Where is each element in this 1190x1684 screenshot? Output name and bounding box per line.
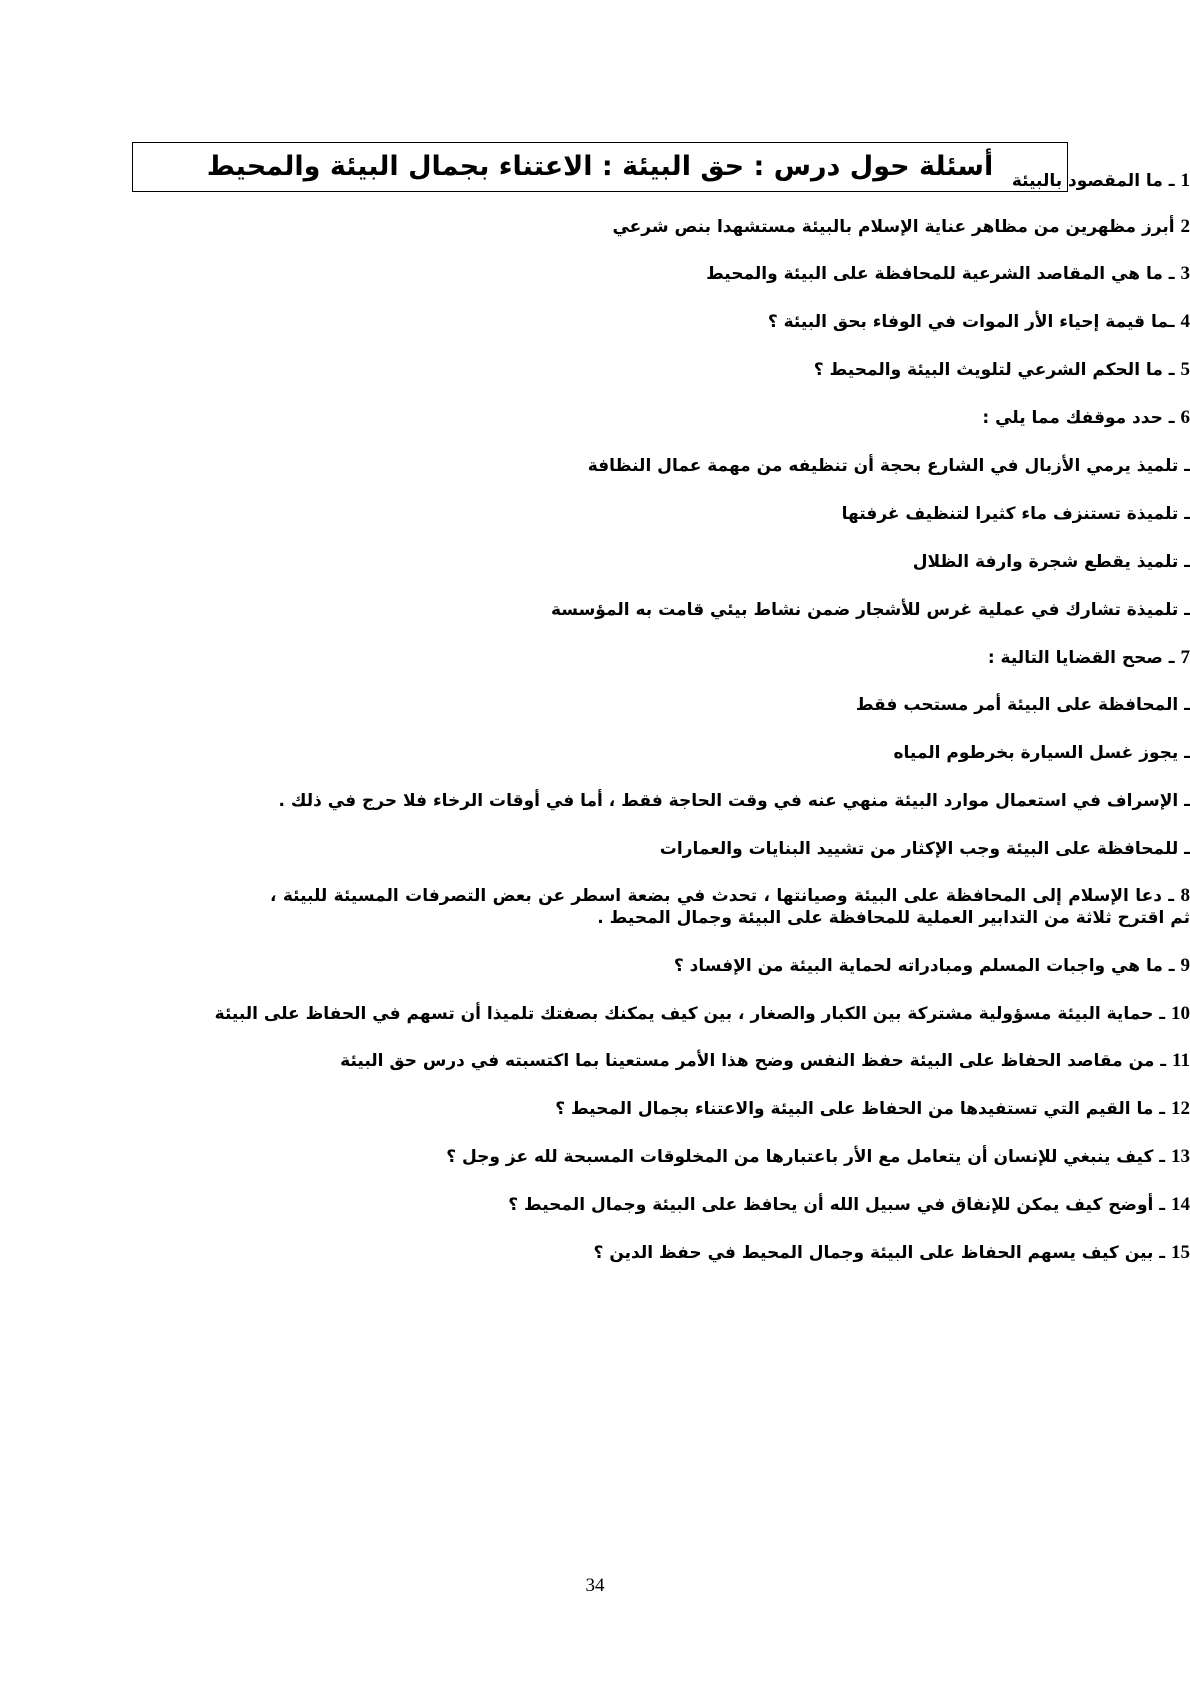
question-11 [270, 1050, 1190, 1072]
question-number: 6 [1180, 407, 1190, 428]
question-number: 7 [1180, 647, 1190, 668]
question-text: ـ أوضح كيف يمكن للإنفاق في سبيل الله أن يحافظ على البيئة وجمال المحيط ؟ [508, 1195, 1171, 1215]
question-number: 8 [1180, 885, 1190, 906]
question-number: 10 [1171, 1003, 1190, 1024]
question-15 [270, 1242, 1190, 1264]
sub-item-text: ـ تلميذة تستنزف ماء كثيرا لتنظيف غرفتها [841, 504, 1190, 524]
question-text: أبرز مظهرين من مظاهر عناية الإسلام بالبيئة مستشهدا بنص شرعي [612, 217, 1181, 237]
question-7 [270, 647, 1190, 669]
question-12 [270, 1098, 1190, 1120]
question-8 [270, 885, 1190, 929]
question-text: ـ ما الحكم الشرعي لتلويث البيئة والمحيط ؟ [813, 360, 1181, 380]
question-number: 11 [1172, 1050, 1190, 1071]
sub-item [270, 599, 1190, 621]
question-text: ـ كيف ينبغي للإنسان أن يتعامل مع الأر باعتبارها من المخلوقات المسبحة لله عز وجل ؟ [446, 1147, 1171, 1167]
question-text: ـ من مقاصد الحفاظ على البيئة حفظ النفس وضح هذا الأمر مستعينا بما اكتسبته في درس حق البيئة [340, 1051, 1173, 1071]
question-text: ـ ما القيم التي تستفيدها من الحفاظ على البيئة والاعتناء بجمال المحيط ؟ [555, 1099, 1171, 1119]
sub-item [270, 790, 1190, 812]
question-text: ـ بين كيف يسهم الحفاظ على البيئة وجمال المحيط في حفظ الدين ؟ [593, 1243, 1171, 1263]
question-number: 3 [1180, 263, 1190, 284]
sub-item [270, 694, 1190, 716]
page-title: أسئلة حول درس : حق البيئة : الاعتناء بجمال البيئة والمحيط [132, 142, 1068, 192]
question-text: ـ ما هي واجبات المسلم ومبادراته لحماية البيئة من الإفساد ؟ [673, 956, 1181, 976]
question-number: 1 [1180, 170, 1190, 191]
sub-item [270, 551, 1190, 573]
sub-item-text: ـ تلميذة تشارك في عملية غرس للأشجار ضمن نشاط بيئي قامت به المؤسسة [550, 600, 1190, 620]
sub-item [270, 455, 1190, 477]
question-text: ـ ما هي المقاصد الشرعية للمحافظة على البيئة والمحيط [706, 264, 1181, 284]
sub-item [270, 742, 1190, 764]
page-number: 34 [585, 1575, 605, 1596]
question-text: ـ دعا الإسلام إلى المحافظة على البيئة وصيانتها ، تحدث في بضعة اسطر عن بعض التصرفات المسيئة للبيئة ، ثم اقترح ثلاثة من التدابير العملية للمحافظة على البيئة وجمال المحيط . [270, 886, 1190, 928]
question-number: 9 [1180, 955, 1190, 976]
sub-item-text: ـ للمحافظة على البيئة وجب الإكثار من تشييد البنايات والعمارات [659, 839, 1190, 859]
question-number: 5 [1180, 359, 1190, 380]
sub-item [270, 503, 1190, 525]
question-text: ـما قيمة إحياء الأر الموات في الوفاء بحق البيئة ؟ [767, 312, 1181, 332]
question-text: ـ حدد موقفك مما يلي : [982, 408, 1181, 428]
question-text: ـ صحح القضايا التالية : [987, 648, 1181, 668]
question-3 [270, 263, 1190, 285]
question-14 [270, 1194, 1190, 1216]
question-number: 12 [1171, 1098, 1190, 1119]
sub-item-text: ـ تلميذ يرمي الأزبال في الشارع بحجة أن تنظيفه من مهمة عمال النظافة [587, 456, 1190, 476]
sub-item-text: ـ يجوز غسل السيارة بخرطوم المياه [893, 743, 1190, 763]
question-10 [214, 1003, 1190, 1025]
question-9 [270, 955, 1190, 977]
sub-item-text: ـ المحافظة على البيئة أمر مستحب فقط [855, 695, 1190, 715]
question-text: ـ ما المقصود بالبيئة [1011, 171, 1181, 191]
question-text: ـ حماية البيئة مسؤولية مشتركة بين الكبار والصغار ، بين كيف يمكنك بصفتك تلميذا أن تسهم في الحفاظ على البيئة [214, 1004, 1171, 1024]
question-6 [270, 407, 1190, 429]
sub-item-text: ـ الإسراف في استعمال موارد البيئة منهي عنه في وقت الحاجة فقط ، أما في أوقات الرخاء فلا حرج في ذلك . [278, 791, 1190, 811]
question-number: 4 [1180, 311, 1190, 332]
question-1 [270, 170, 1190, 192]
question-13 [270, 1146, 1190, 1168]
question-number: 14 [1171, 1194, 1190, 1215]
question-number: 2 [1180, 216, 1190, 237]
question-5 [270, 359, 1190, 381]
question-number: 15 [1171, 1242, 1190, 1263]
question-2 [270, 216, 1190, 238]
question-number: 13 [1171, 1146, 1190, 1167]
sub-item [270, 838, 1190, 860]
question-4 [270, 311, 1190, 333]
sub-item-text: ـ تلميذ يقطع شجرة وارفة الظلال [912, 552, 1190, 572]
